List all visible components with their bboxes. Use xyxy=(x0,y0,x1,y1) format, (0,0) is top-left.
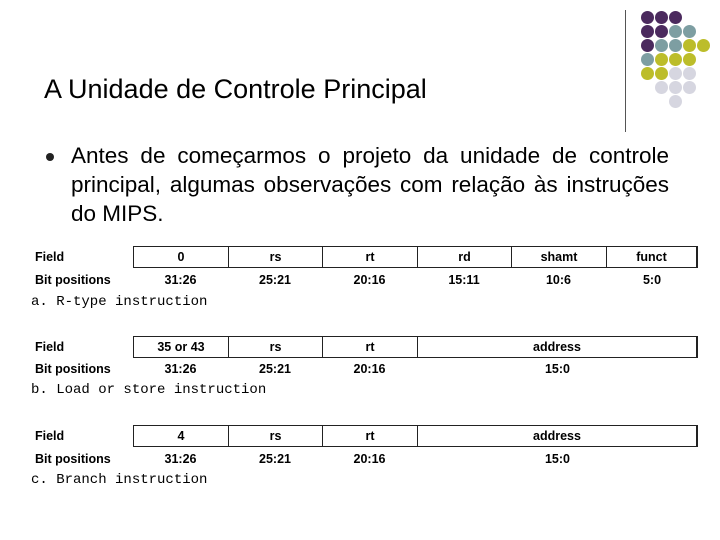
field-label: Field xyxy=(35,429,65,443)
field-cell: 35 or 43 xyxy=(134,337,229,357)
bit-position: 15:0 xyxy=(544,452,571,466)
decorative-dot xyxy=(669,53,682,66)
decorative-dot xyxy=(641,39,654,52)
decorative-dot xyxy=(697,39,710,52)
field-cell: rs xyxy=(229,426,323,446)
decorative-dot xyxy=(669,25,682,38)
decorative-dot xyxy=(683,81,696,94)
field-cell: rs xyxy=(229,247,323,267)
decorative-dot xyxy=(655,11,668,24)
bit-position: 20:16 xyxy=(353,452,386,466)
field-cell: shamt xyxy=(512,247,607,267)
field-row xyxy=(133,425,698,447)
field-cell: rt xyxy=(323,247,418,267)
field-label: Field xyxy=(35,250,65,264)
page-title: A Unidade de Controle Principal xyxy=(44,74,427,104)
divider-line xyxy=(625,10,626,132)
decorative-dot xyxy=(683,25,696,38)
bullet-icon xyxy=(46,153,54,161)
bit-position: 20:16 xyxy=(353,273,386,287)
decorative-dot xyxy=(669,81,682,94)
field-label: Field xyxy=(35,340,65,354)
bit-position: 25:21 xyxy=(259,273,291,287)
decorative-dot xyxy=(683,39,696,52)
bit-position: 10:6 xyxy=(545,273,572,287)
field-cell: address xyxy=(533,429,581,443)
field-cell: 0 xyxy=(134,247,229,267)
decorative-dot xyxy=(655,25,668,38)
decorative-dot xyxy=(683,53,696,66)
bit-position: 31:26 xyxy=(164,452,197,466)
bit-positions-row xyxy=(133,358,698,380)
bit-positions-row xyxy=(133,269,698,291)
decorative-dot xyxy=(641,67,654,80)
decorative-dot xyxy=(669,11,682,24)
bit-position: 5:0 xyxy=(642,273,662,287)
decorative-dot xyxy=(669,67,682,80)
field-cell: funct xyxy=(636,250,667,264)
bit-position: 31:26 xyxy=(164,362,197,376)
bit-position: 15:0 xyxy=(544,362,571,376)
bit-positions-label: Bit positions xyxy=(35,273,111,287)
bit-position: 25:21 xyxy=(259,452,291,466)
bit-position: 20:16 xyxy=(353,362,386,376)
decorative-dot xyxy=(655,81,668,94)
decorative-dot xyxy=(655,67,668,80)
bit-positions-row xyxy=(133,448,698,470)
field-cell: rt xyxy=(323,337,418,357)
bullet-text: Antes de começarmos o projeto da unidade de controle principal, algumas observações com relação às instruções do MIPS. xyxy=(71,143,669,226)
diagram-caption: a. R-type instruction xyxy=(31,294,208,310)
decorative-dot xyxy=(641,11,654,24)
bit-position: 15:11 xyxy=(448,273,480,287)
decorative-dot xyxy=(669,39,682,52)
bit-positions-label: Bit positions xyxy=(35,452,111,466)
decorative-dot xyxy=(641,53,654,66)
field-cell: address xyxy=(533,340,581,354)
bit-position: 31:26 xyxy=(164,273,197,287)
field-row xyxy=(133,246,698,268)
field-cell: 4 xyxy=(134,426,229,446)
diagram-caption: c. Branch instruction xyxy=(31,472,208,488)
decorative-dot xyxy=(655,39,668,52)
decorative-dot xyxy=(655,53,668,66)
field-cell: rs xyxy=(229,337,323,357)
bit-positions-label: Bit positions xyxy=(35,362,111,376)
diagram-caption: b. Load or store instruction xyxy=(31,382,267,398)
decorative-dot xyxy=(669,95,682,108)
decorative-dot xyxy=(683,67,696,80)
decorative-dot xyxy=(641,25,654,38)
bit-position: 25:21 xyxy=(259,362,291,376)
field-cell: rd xyxy=(418,247,512,267)
field-row xyxy=(133,336,698,358)
field-cell: rt xyxy=(323,426,418,446)
